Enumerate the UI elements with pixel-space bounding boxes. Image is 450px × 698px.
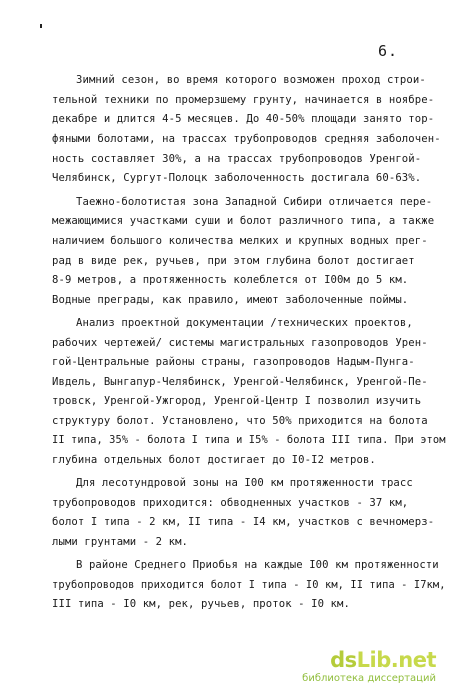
- text-line: межающимися участками суши и болот различного типа, а также: [52, 215, 435, 227]
- text-line: Таежно-болотистая зона Западной Сибири отличается пере-: [76, 196, 433, 208]
- text-line: гой-Центральные районы страны, газопроводов Надым-Пунга-: [52, 356, 415, 368]
- text-line: рад в виде рек, ручьев, при этом глубина болот достигает: [52, 255, 415, 267]
- text-line: наличием большого количества мелких и крупных водных прег-: [52, 235, 428, 247]
- text-line: ность составляет 30%, а на трассах трубопроводов Уренгой-: [52, 153, 422, 165]
- text-line: тельной техники по промерзшему грунту, начинается в ноябре-: [52, 94, 435, 106]
- text-line: фяными болотами, на трассах трубопроводов средняя заболочен-: [52, 133, 441, 145]
- text-line: Ивдель, Вынгапур-Челябинск, Уренгой-Челябинск, Уренгой-Пе-: [52, 376, 428, 388]
- text-line: структуру болот. Установлено, что 50% приходится на болота: [52, 415, 428, 427]
- text-line: Для лесотундровой зоны на I00 км протяженности трасс: [76, 477, 413, 489]
- text-line: II типа, 35% - болота I типа и I5% - болота III типа. При этом: [52, 434, 446, 446]
- text-line: Челябинск, Сургут-Полоцк заболоченность достигала 60-63%.: [52, 172, 422, 184]
- text-line: В районе Среднего Приобья на каждые I00 км протяженности: [76, 559, 439, 571]
- text-line: рабочих чертежей/ системы магистральных газопроводов Урен-: [52, 337, 428, 349]
- text-line: глубина отдельных болот достигает до I0-I2 метров.: [52, 454, 376, 466]
- text-line: болот I типа - 2 км, II типа - I4 км, участков с вечномерз-: [52, 516, 435, 528]
- watermark-subtitle: библиотека диссертаций: [302, 673, 436, 684]
- watermark-logo: dsLib.net: [330, 648, 436, 672]
- text-line: трубопроводов приходится болот I типа - I0 км, II типа - I7км,: [52, 579, 446, 591]
- text-line: Анализ проектной документации /технических проектов,: [76, 317, 413, 329]
- text-line: 8-9 метров, а протяженность колеблется от I00м до 5 км.: [52, 274, 409, 286]
- page-number: 6.: [378, 42, 399, 60]
- text-line: III типа - I0 км, рек, ручьев, проток - I0 км.: [52, 598, 350, 610]
- text-line: декабре и длится 4-5 месяцев. До 40-50% площади занято тор-: [52, 113, 435, 125]
- text-line: тровск, Уренгой-Ужгород, Уренгой-Центр I позволил изучить: [52, 395, 422, 407]
- text-line: трубопроводов приходится: обводненных участков - 37 км,: [52, 497, 409, 509]
- text-line: Зимний сезон, во время которого возможен проход строи-: [76, 74, 426, 86]
- text-line: Водные преграды, как правило, имеют заболоченные поймы.: [52, 294, 409, 306]
- watermark: [302, 649, 436, 685]
- text-line: лыми грунтами - 2 км.: [52, 536, 189, 548]
